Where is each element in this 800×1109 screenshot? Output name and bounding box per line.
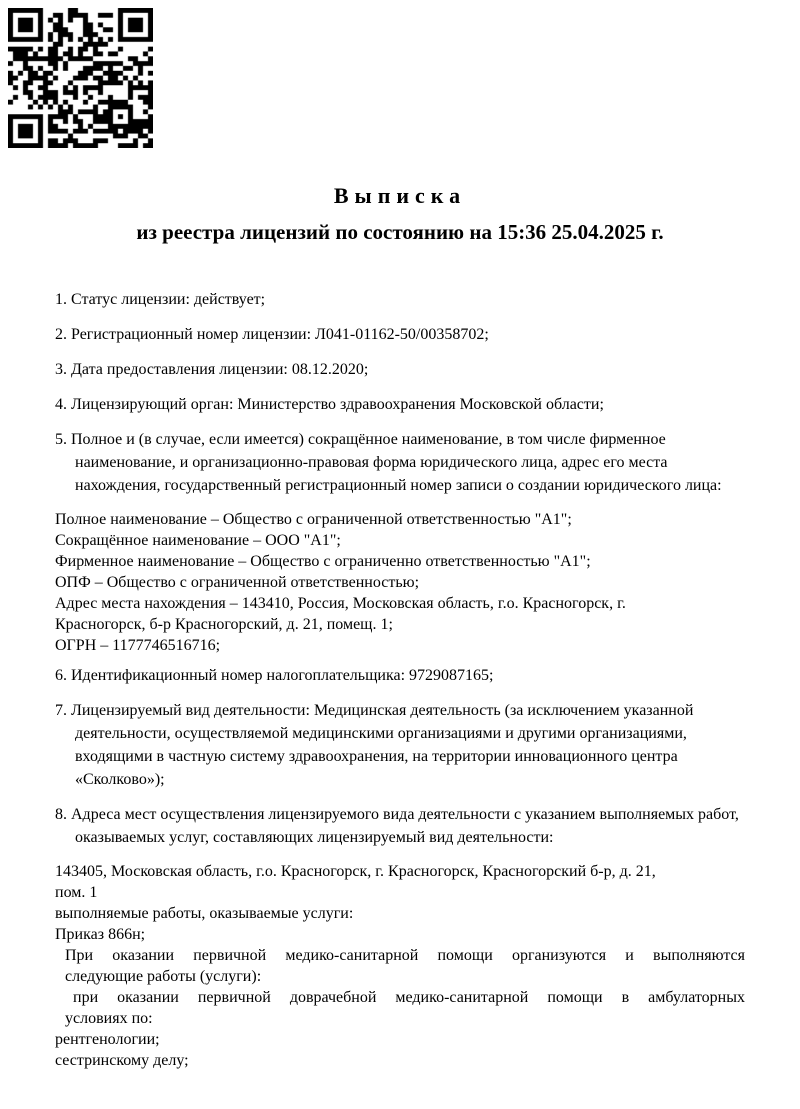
- item-text: Дата предоставления лицензии: 08.12.2020;: [71, 361, 369, 378]
- item-number: 5.: [55, 431, 67, 448]
- primary-care-paragraph: [65, 945, 745, 987]
- primary-care-line-1: При оказании первичной медико-санитарной помощи организуются и выполняются: [65, 947, 745, 964]
- works-list-header: выполняемые работы, оказываемые услуги:: [55, 905, 354, 922]
- company-short-name: Сокращённое наименование – ООО "А1";: [55, 532, 341, 549]
- item-text: Лицензируемый вид деятельности: Медицинская деятельность (за исключением указанной деятельности, осуществляемой медицинскими организациями и другими организациями, входящими в частную систему здравоохранения, на территории инновационного центра «Сколково»);: [71, 702, 694, 788]
- license-item-activity-type: [55, 699, 745, 791]
- license-item-inn: [55, 664, 745, 687]
- company-details: [55, 509, 745, 656]
- company-legal-form: ОПФ – Общество с ограниченной ответственностью;: [55, 574, 420, 591]
- item-text: Полное и (в случае, если имеется) сокращённое наименование, в том числе фирменное наименование, и организационно-правовая форма юридического лица, адрес его места нахождения, государственный регистрационный номер записи о создании юридического лица:: [71, 431, 722, 494]
- license-item-authority: [55, 393, 745, 416]
- service-item-nursing: сестринскому делу;: [55, 1052, 189, 1069]
- primary-care-line-2: следующие работы (услуги):: [65, 968, 262, 985]
- item-number: 2.: [55, 326, 67, 343]
- service-item-radiology: рентгенологии;: [55, 1031, 160, 1048]
- license-item-status: [55, 288, 745, 311]
- license-extract: [55, 184, 745, 1071]
- item-number: 8.: [55, 806, 67, 823]
- item-text: Лицензирующий орган: Министерство здравоохранения Московской области;: [71, 396, 604, 413]
- activity-address-line-2: пом. 1: [55, 884, 98, 901]
- item-text: Адреса мест осуществления лицензируемого вида деятельности с указанием выполняемых работ, оказываемых услуг, составляющих лицензируемый вид деятельности:: [71, 806, 739, 846]
- pre-medical-care-line-1: при оказании первичной доврачебной медико-санитарной помощи в амбулаторных: [73, 989, 745, 1006]
- pre-medical-care-line-2: условиях по:: [65, 1010, 153, 1027]
- company-address-line-2: Красногорск, б-р Красногорский, д. 21, помещ. 1;: [55, 616, 393, 633]
- activity-address-line-1: 143405, Московская область, г.о. Красногорск, г. Красногорск, Красногорский б-р, д. 21,: [55, 863, 656, 880]
- item-text: Идентификационный номер налогоплательщика: 9729087165;: [71, 667, 494, 684]
- pre-medical-care-paragraph: [65, 987, 745, 1029]
- company-ogrn: ОГРН – 1177746516716;: [55, 637, 221, 654]
- company-full-name: Полное наименование – Общество с ограниченной ответственностью "А1";: [55, 511, 572, 528]
- order-reference: Приказ 866н;: [55, 926, 146, 943]
- company-address-line-1: Адрес места нахождения – 143410, Россия, Московская область, г.о. Красногорск, г.: [55, 595, 626, 612]
- item-number: 6.: [55, 667, 67, 684]
- license-item-activity-addresses: [55, 803, 745, 849]
- doc-title: Выписка: [333, 183, 467, 208]
- qr-code: [8, 8, 153, 148]
- item-text: Регистрационный номер лицензии: Л041-01162-50/00358702;: [71, 326, 489, 343]
- company-brand-name: Фирменное наименование – Общество с ограниченно ответственностью "А1";: [55, 553, 591, 570]
- activity-address-section: [55, 861, 745, 1071]
- doc-subtitle: из реестра лицензий по состоянию на 15:36 25.04.2025 г.: [136, 220, 664, 244]
- item-number: 7.: [55, 702, 67, 719]
- item-text: Статус лицензии: действует;: [71, 291, 266, 308]
- license-item-grant-date: [55, 358, 745, 381]
- license-item-entity-name: [55, 428, 745, 497]
- license-item-reg-number: [55, 323, 745, 346]
- item-number: 4.: [55, 396, 67, 413]
- item-number: 1.: [55, 291, 67, 308]
- item-number: 3.: [55, 361, 67, 378]
